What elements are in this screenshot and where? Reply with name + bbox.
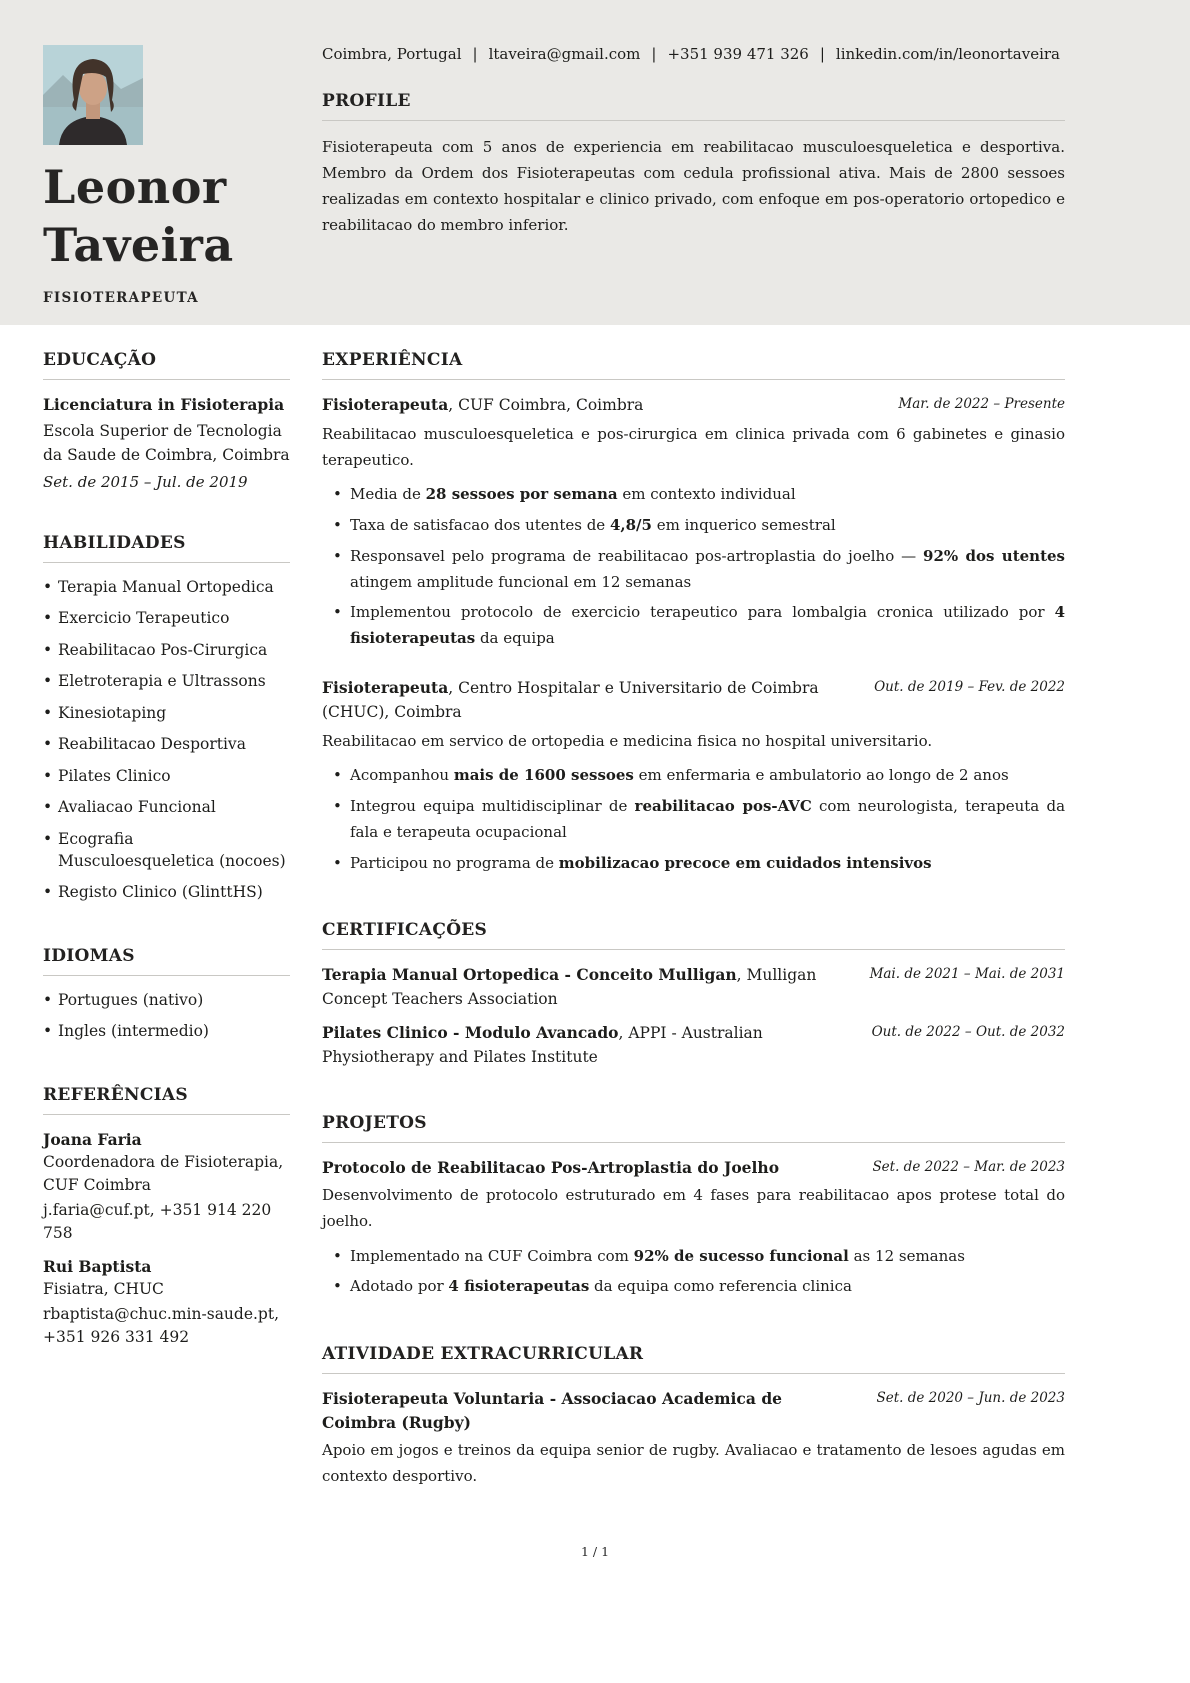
bullet-item	[322, 763, 1065, 789]
portrait-illustration	[43, 45, 143, 145]
project-title-text: Protocolo de Reabilitacao Pos-Artroplastia do Joelho	[322, 1158, 780, 1178]
reference-entry	[43, 1128, 290, 1245]
reference-entry	[43, 1255, 290, 1349]
bullet-text: • Implementou protocolo de exercicio terapeutico para lombalgia cronica utilizado por 4 fisioterapeutas da equipa	[350, 603, 1065, 648]
skill-item: • Reabilitacao Desportiva	[43, 733, 290, 755]
contact-email: ltaveira@gmail.com	[488, 45, 641, 63]
certification-entry	[322, 963, 1065, 1011]
skill-item: • Kinesiotaping	[43, 702, 290, 724]
profile-text: Fisioterapeuta com 5 anos de experiencia em reabilitacao musculoesqueletica e desportiva. Membro da Ordem dos Fisioterapeutas com cedula profissional ativa. Mais de 2800 sessoes realizadas em contexto hospitalar e clinico privado, com enfoque em pos-operatorio ortopedico e reabilitacao do membro inferior.	[322, 138, 1065, 235]
bullet-item	[322, 1244, 1065, 1270]
section-experience	[322, 350, 1065, 876]
skills-list	[43, 576, 290, 904]
job-entry	[322, 393, 1065, 652]
skill-item: • Pilates Clinico	[43, 765, 290, 787]
section-extracurricular	[322, 1344, 1065, 1489]
contact-bar	[322, 45, 1065, 63]
job-bullets	[322, 763, 1065, 876]
certification-dates: Out. de 2022 – Out. de 2032	[871, 1024, 1065, 1041]
project-dates: Set. de 2022 – Mar. de 2023	[872, 1159, 1065, 1176]
header-left	[43, 45, 290, 325]
section-profile	[322, 91, 1065, 238]
experience-heading: EXPERIÊNCIA	[322, 350, 1065, 380]
header	[0, 0, 1190, 325]
skill-item: • Eletroterapia e Ultrassons	[43, 670, 290, 692]
job-title-row	[322, 676, 1065, 724]
page-indicator: 1 / 1	[580, 1544, 610, 1559]
language-item: • Ingles (intermedio)	[43, 1020, 290, 1042]
project-title-row	[322, 1156, 1065, 1180]
first-name: Leonor	[43, 160, 227, 214]
bullet-text: • Integrou equipa multidisciplinar de reabilitacao pos-AVC com neurologista, terapeuta da fala e terapeuta ocupacional	[350, 796, 1066, 841]
reference-contact: j.faria@cuf.pt, +351 914 220 758	[43, 1200, 272, 1242]
bullet-item	[322, 851, 1065, 877]
section-certifications	[322, 920, 1065, 1069]
job-description: Reabilitacao musculoesqueletica e pos-cirurgica em clinica privada com 6 gabinetes e ginasio terapeutico.	[322, 425, 1065, 470]
project-description: Desenvolvimento de protocolo estruturado em 4 fases para reabilitacao apos protese total do joelho.	[322, 1186, 1065, 1231]
certification-title-row	[322, 1021, 1065, 1069]
contact-separator: |	[651, 45, 657, 63]
job-description: Reabilitacao em servico de ortopedia e medicina fisica no hospital universitario.	[322, 732, 933, 751]
extracurricular-entry	[322, 1387, 1065, 1489]
education-dates: Set. de 2015 – Jul. de 2019	[43, 472, 248, 491]
languages-heading: IDIOMAS	[43, 946, 290, 976]
certification-title: Terapia Manual Ortopedica - Conceito Mulligan, Mulligan Concept Teachers Association	[322, 965, 817, 1009]
job-title: Fisioterapeuta, Centro Hospitalar e Universitario de Coimbra (CHUC), Coimbra	[322, 677, 819, 721]
job-bullets	[322, 482, 1065, 652]
reference-name: Rui Baptista	[43, 1257, 152, 1277]
extracurricular-title	[322, 1387, 858, 1435]
job-dates: Mar. de 2022 – Presente	[898, 396, 1065, 412]
extracurricular-title-text: Fisioterapeuta Voluntaria - Associacao Academica de Coimbra (Rugby)	[322, 1389, 783, 1433]
section-education	[43, 350, 290, 491]
extracurricular-dates: Set. de 2020 – Jun. de 2023	[876, 1390, 1065, 1407]
section-projects	[322, 1113, 1065, 1300]
education-heading: EDUCAÇÃO	[43, 350, 290, 380]
certification-entry	[322, 1021, 1065, 1069]
job-title: Fisioterapeuta, CUF Coimbra, Coimbra	[322, 395, 644, 414]
bullet-text: • Participou no programa de mobilizacao precoce em cuidados intensivos	[350, 853, 932, 872]
certification-title-row	[322, 963, 1065, 1011]
job-title-row	[322, 393, 1065, 417]
reference-role: Fisiatra, CHUC	[43, 1280, 164, 1299]
reference-contact: rbaptista@chuc.min-saude.pt, +351 926 331 492	[43, 1304, 280, 1346]
header-right	[322, 45, 1065, 325]
skill-item: • Reabilitacao Pos-Cirurgica	[43, 639, 290, 661]
skill-item: • Terapia Manual Ortopedica	[43, 576, 290, 598]
bullet-item	[322, 600, 1065, 652]
reference-name: Joana Faria	[43, 1129, 142, 1149]
languages-list	[43, 989, 290, 1043]
job-entry	[322, 676, 1065, 876]
bullet-text: • Acompanhou mais de 1600 sessoes em enfermaria e ambulatorio ao longo de 2 anos	[350, 766, 1009, 785]
reference-role: Coordenadora de Fisioterapia, CUF Coimbra	[43, 1153, 284, 1195]
section-references	[43, 1085, 290, 1349]
profile-photo	[43, 45, 143, 145]
skill-item: • Avaliacao Funcional	[43, 796, 290, 818]
skill-item: • Ecografia Musculoesqueletica (nocoes)	[43, 828, 290, 873]
contact-location: Coimbra, Portugal	[322, 45, 462, 63]
extracurricular-heading: ATIVIDADE EXTRACURRICULAR	[322, 1344, 1065, 1374]
language-item: • Portugues (nativo)	[43, 989, 290, 1011]
skill-item: • Registo Clinico (GlinttHS)	[43, 881, 290, 903]
bullet-item	[322, 794, 1065, 846]
bullet-text: • Media de 28 sessoes por semana em contexto individual	[350, 485, 796, 504]
contact-linkedin: linkedin.com/in/leonortaveira	[835, 45, 1060, 63]
bullet-text: • Responsavel pelo programa de reabilitacao pos-artroplastia do joelho — 92% dos utentes atingem amplitude funcional em 12 semanas	[350, 546, 1065, 591]
person-title: FISIOTERAPEUTA	[43, 290, 199, 306]
bullet-item	[322, 544, 1065, 596]
body-columns	[0, 325, 1190, 1489]
bullet-text: • Adotado por 4 fisioterapeutas da equipa como referencia clinica	[350, 1277, 852, 1296]
contact-phone: +351 939 471 326	[667, 45, 809, 63]
section-languages	[43, 946, 290, 1043]
section-skills	[43, 533, 290, 904]
main-column	[322, 350, 1065, 1489]
certifications-heading: CERTIFICAÇÕES	[322, 920, 1065, 950]
certification-title: Pilates Clinico - Modulo Avancado, APPI - Australian Physiotherapy and Pilates Institute	[322, 1023, 763, 1067]
skill-item: • Exercicio Terapeutico	[43, 607, 290, 629]
last-name: Taveira	[43, 217, 234, 272]
contact-separator: |	[472, 45, 478, 63]
education-degree: Licenciatura in Fisioterapia	[43, 395, 285, 414]
projects-heading: PROJETOS	[322, 1113, 1065, 1143]
certification-dates: Mai. de 2021 – Mai. de 2031	[869, 966, 1065, 983]
job-dates: Out. de 2019 – Fev. de 2022	[874, 678, 1065, 695]
sidebar	[43, 350, 290, 1489]
extracurricular-description: Apoio em jogos e treinos da equipa senior de rugby. Avaliacao e tratamento de lesoes agudas em contexto desportivo.	[322, 1441, 1065, 1486]
project-entry	[322, 1156, 1065, 1300]
bullet-item	[322, 513, 1065, 539]
bullet-item	[322, 1274, 1065, 1300]
project-title	[322, 1156, 854, 1180]
skills-heading: HABILIDADES	[43, 533, 290, 563]
person-name	[43, 159, 290, 274]
education-school: Escola Superior de Tecnologia da Saude de Coimbra, Coimbra	[43, 422, 290, 464]
bullet-item	[322, 482, 1065, 508]
project-bullets	[322, 1244, 1065, 1301]
extracurricular-title-row	[322, 1387, 1065, 1435]
profile-heading: PROFILE	[322, 91, 1065, 121]
bullet-text: • Taxa de satisfacao dos utentes de 4,8/5 em inquerico semestral	[350, 516, 836, 534]
contact-separator: |	[819, 45, 825, 63]
bullet-text: • Implementado na CUF Coimbra com 92% de sucesso funcional as 12 semanas	[350, 1246, 965, 1265]
references-heading: REFERÊNCIAS	[43, 1085, 290, 1115]
